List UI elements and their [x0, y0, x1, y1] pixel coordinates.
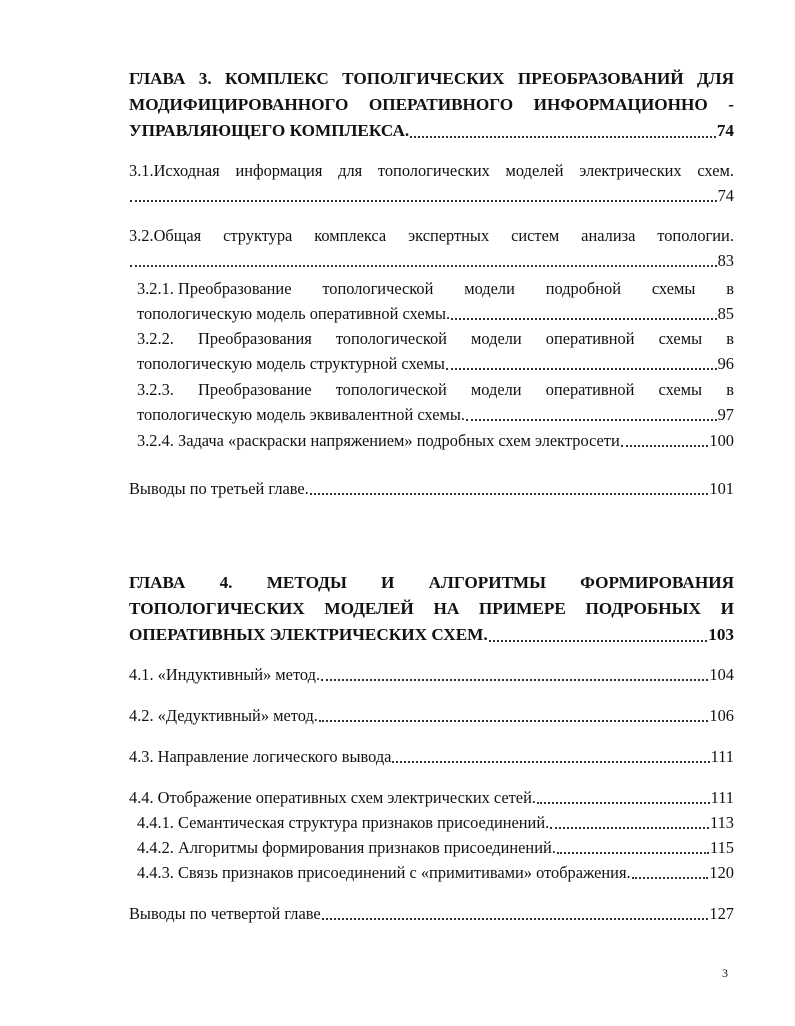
chapter-4-title-end: ОПЕРАТИВНЫХ ЭЛЕКТРИЧЕСКИХ СХЕМ. — [129, 625, 488, 644]
section-title: Выводы по четвертой главе — [129, 904, 321, 923]
leader-line — [137, 428, 734, 453]
word: топологии. — [657, 226, 734, 245]
word: схем. — [697, 161, 734, 180]
section-title: 4.1. «Индуктивный» метод. — [129, 665, 321, 684]
word: ТОПОЛОГИЧЕСКИХ — [129, 599, 305, 618]
leader-line — [137, 301, 734, 326]
toc-section-3-2[interactable] — [129, 223, 734, 273]
chapter-4-line-3 — [129, 622, 734, 648]
leader-line — [129, 785, 734, 810]
page-number: 115 — [710, 838, 734, 857]
word: анализа — [581, 226, 636, 245]
page-number: 113 — [710, 813, 734, 832]
word: 3.2.1. Преобразование — [137, 279, 292, 298]
dot-leader — [410, 135, 716, 138]
word: ДЛЯ — [696, 69, 734, 88]
word: ФОРМИРОВАНИЯ — [580, 573, 734, 592]
dot-leader — [392, 760, 709, 763]
word: ПОДРОБНЫХ — [585, 599, 701, 618]
leader-line — [129, 183, 734, 208]
dot-leader — [621, 444, 709, 447]
leader-line — [129, 703, 734, 728]
dot-leader — [322, 917, 709, 920]
toc-section-4-1[interactable] — [129, 662, 734, 687]
section-title: 4.4.2. Алгоритмы формирования признаков присоединений. — [137, 838, 556, 857]
page-number: 111 — [710, 747, 734, 766]
word: Преобразование — [198, 380, 312, 399]
section-title: Выводы по третьей главе. — [129, 479, 309, 498]
word: ПРИМЕРЕ — [478, 599, 566, 618]
toc-conclusions-chapter-4[interactable] — [129, 901, 734, 926]
word: ТОПОЛГИЧЕСКИХ — [342, 69, 505, 88]
toc-chapter-3[interactable] — [129, 66, 734, 144]
word: модели — [464, 279, 515, 298]
word: - — [728, 95, 734, 114]
dot-leader — [466, 418, 717, 421]
dot-leader — [537, 801, 710, 804]
section-title: 4.2. «Дедуктивный» метод. — [129, 706, 318, 725]
word: топологической — [322, 279, 434, 298]
page-footer-number: 3 — [722, 966, 728, 980]
dot-leader — [446, 367, 717, 370]
leader-line — [129, 744, 734, 769]
word: для — [338, 161, 363, 180]
word: топологической — [335, 329, 447, 348]
word: подробной — [545, 279, 622, 298]
dot-leader — [319, 719, 709, 722]
chapter-4-line-1 — [129, 570, 734, 596]
dot-leader — [130, 199, 717, 202]
section-title-line — [137, 276, 734, 301]
section-title-line — [137, 377, 734, 402]
word: электрических — [579, 161, 682, 180]
word: МОДИФИЦИРОВАННОГО — [129, 95, 349, 114]
word: экспертных — [408, 226, 490, 245]
page-number: 120 — [709, 863, 734, 882]
chapter-4-line-2 — [129, 596, 734, 622]
word: в — [726, 380, 734, 399]
toc-subsection-4-4-2[interactable] — [137, 835, 734, 860]
toc-subsection-4-4-1[interactable] — [137, 810, 734, 835]
word: систем — [511, 226, 560, 245]
word: в — [726, 279, 734, 298]
word: 3.1.Исходная — [129, 161, 220, 180]
word: ИНФОРМАЦИОННО — [533, 95, 708, 114]
leader-line — [129, 662, 734, 687]
section-title-line — [137, 326, 734, 351]
word: топологических — [377, 161, 490, 180]
page-number: 101 — [709, 479, 734, 498]
toc-conclusions-chapter-3[interactable] — [129, 476, 734, 501]
leader-line — [129, 476, 734, 501]
toc-subsection-3-2-2[interactable] — [137, 326, 734, 376]
page-number: 127 — [709, 904, 734, 923]
word: схемы — [658, 380, 703, 399]
section-title-end: топологическую модель оперативной схемы. — [137, 304, 451, 323]
dot-leader — [451, 317, 717, 320]
word: 3. — [198, 69, 212, 88]
word: 3.2.Общая — [129, 226, 202, 245]
leader-line — [129, 901, 734, 926]
word: АЛГОРИТМЫ — [428, 573, 546, 592]
word: ГЛАВА — [129, 573, 186, 592]
toc-subsection-4-4-3[interactable] — [137, 860, 734, 885]
section-title-line — [129, 223, 734, 248]
dot-leader — [632, 876, 709, 879]
chapter-3-line-2 — [129, 92, 734, 118]
page-number: 100 — [709, 431, 734, 450]
toc-chapter-4[interactable] — [129, 570, 734, 648]
dot-leader — [321, 678, 708, 681]
word: оперативной — [545, 380, 635, 399]
page-number: 104 — [709, 665, 734, 684]
section-title: 4.4.3. Связь признаков присоединений с «примитивами» отображения. — [137, 863, 631, 882]
dot-leader — [550, 826, 709, 829]
word: схемы — [651, 279, 696, 298]
section-title-line — [129, 158, 734, 183]
section-title: 3.2.4. Задача «раскраски напряжением» подробных схем электросети — [137, 431, 620, 450]
word: схемы — [658, 329, 703, 348]
toc-section-3-1[interactable] — [129, 158, 734, 208]
word: ОПЕРАТИВНОГО — [368, 95, 514, 114]
leader-line — [129, 248, 734, 273]
dot-leader — [310, 492, 709, 495]
page-number: 111 — [710, 788, 734, 807]
chapter-3-line-1 — [129, 66, 734, 92]
word: И — [381, 573, 395, 592]
toc-section-4-4[interactable] — [129, 785, 734, 810]
word: МОДЕЛЕЙ — [324, 599, 414, 618]
word: 3.2.3. — [137, 380, 174, 399]
word: 4. — [219, 573, 233, 592]
word: модели — [470, 380, 522, 399]
word: топологической — [335, 380, 447, 399]
word: МЕТОДЫ — [266, 573, 347, 592]
dot-leader — [130, 264, 717, 267]
word: ГЛАВА — [129, 69, 186, 88]
word: модели — [471, 329, 522, 348]
dot-leader — [557, 851, 709, 854]
page-number: 97 — [717, 405, 734, 424]
leader-line — [137, 351, 734, 376]
section-title-end: топологическую модель эквивалентной схемы. — [137, 405, 465, 424]
word: 3.2.2. — [137, 329, 174, 348]
word: информация — [235, 161, 323, 180]
toc-subsection-3-2-1[interactable] — [137, 276, 734, 326]
leader-line — [137, 835, 734, 860]
word: комплекса — [314, 226, 387, 245]
word: структура — [223, 226, 293, 245]
page-number: 83 — [717, 251, 734, 270]
leader-line — [137, 810, 734, 835]
page-number: 85 — [717, 304, 734, 323]
word: в — [726, 329, 734, 348]
word: Преобразования — [197, 329, 312, 348]
word: НА — [433, 599, 460, 618]
page-number: 106 — [709, 706, 734, 725]
word: моделей — [505, 161, 564, 180]
section-title: 4.4. Отображение оперативных схем электрических сетей. — [129, 788, 536, 807]
toc-section-4-2[interactable] — [129, 703, 734, 728]
leader-line — [137, 402, 734, 427]
page-number: 103 — [708, 625, 734, 644]
toc-subsection-3-2-3[interactable] — [137, 377, 734, 427]
toc-subsection-3-2-4[interactable] — [137, 428, 734, 453]
word: ПРЕОБРАЗОВАНИЙ — [517, 69, 684, 88]
page-number: 74 — [716, 121, 734, 140]
word: оперативной — [545, 329, 635, 348]
section-title-end: топологическую модель структурной схемы — [137, 354, 445, 373]
word: КОМПЛЕКС — [225, 69, 329, 88]
dot-leader — [489, 639, 708, 642]
section-title: 4.3. Направление логического вывода — [129, 747, 392, 766]
toc-section-4-3[interactable] — [129, 744, 734, 769]
chapter-3-line-3 — [129, 118, 734, 144]
page-number: 74 — [717, 186, 734, 205]
leader-line — [137, 860, 734, 885]
word: И — [720, 599, 734, 618]
chapter-3-title-end: УПРАВЛЯЮЩЕГО КОМПЛЕКСА. — [129, 121, 410, 140]
section-title: 4.4.1. Семантическая структура признаков присоединений. — [137, 813, 550, 832]
page-number: 96 — [717, 354, 734, 373]
